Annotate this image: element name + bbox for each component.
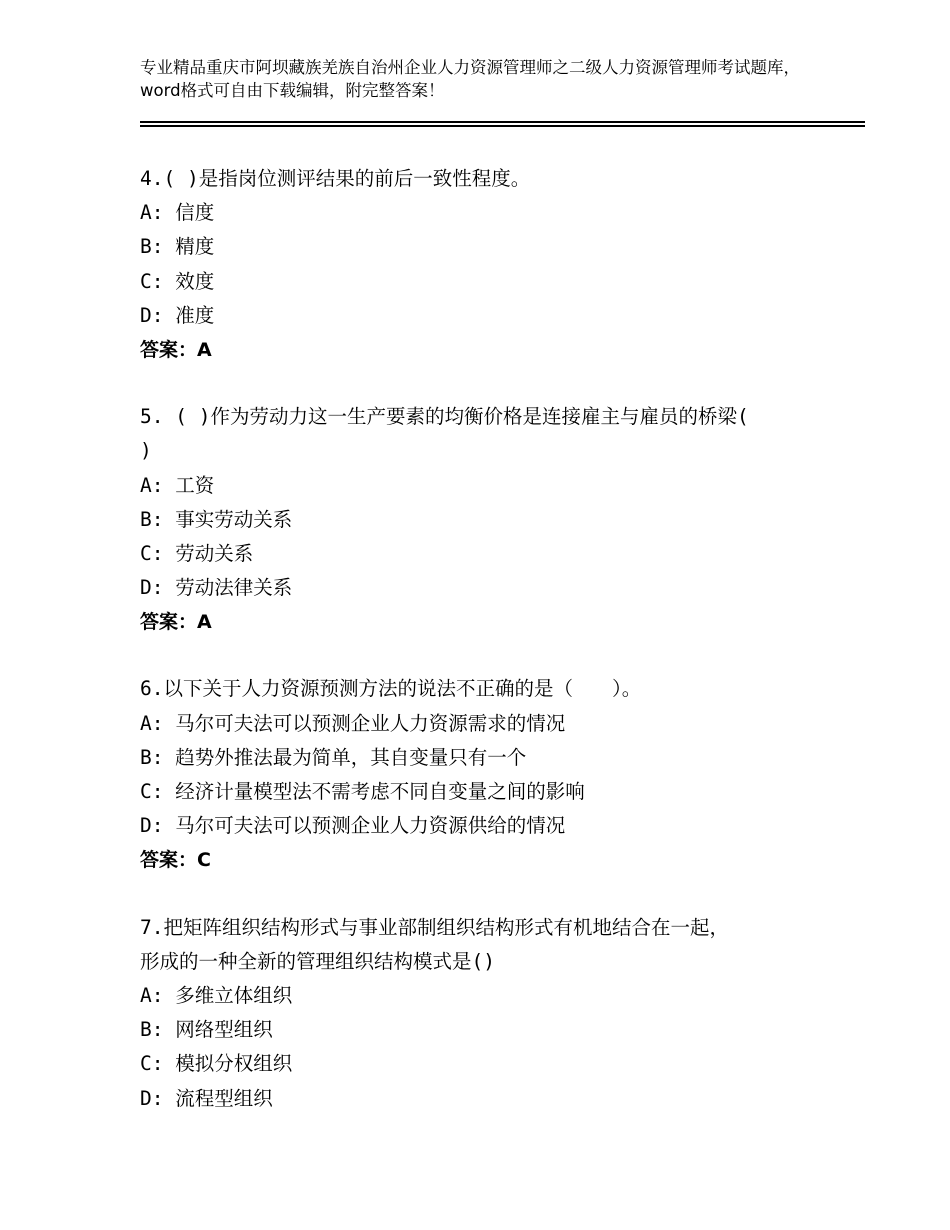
question-stem: 5. ( )作为劳动力这一生产要素的均衡价格是连接雇主与雇员的桥梁( (140, 405, 749, 429)
question-list (140, 162, 840, 1116)
option-a: A: 马尔可夫法可以预测企业人力资源需求的情况 (140, 711, 566, 735)
header-rule-bottom (140, 125, 865, 127)
option-b: B: 网络型组织 (140, 1018, 273, 1042)
question-stem: 6.以下关于人力资源预测方法的说法不正确的是（ ）。 (140, 677, 642, 701)
option-d: D: 流程型组织 (140, 1086, 273, 1110)
option-d: D: 准度 (140, 303, 215, 327)
question-7 (140, 911, 840, 1116)
option-d: D: 劳动法律关系 (140, 576, 293, 600)
question-stem-continued: ) (140, 439, 152, 463)
document-header: 专业精品重庆市阿坝藏族羌族自治州企业人力资源管理师之二级人力资源管理师考试题库，word格式可自由下载编辑，附完整答案！ (140, 58, 800, 100)
option-b: B: 事实劳动关系 (140, 507, 293, 531)
question-4 (140, 162, 840, 367)
question-stem: 7.把矩阵组织结构形式与事业部制组织结构形式有机地结合在一起， (140, 915, 729, 939)
option-a: A: 多维立体组织 (140, 983, 293, 1007)
question-6 (140, 672, 840, 877)
question-5 (140, 400, 840, 639)
option-c: C: 劳动关系 (140, 541, 254, 565)
option-d: D: 马尔可夫法可以预测企业人力资源供给的情况 (140, 814, 566, 838)
question-stem: 4.( )是指岗位测评结果的前后一致性程度。 (140, 167, 531, 190)
option-a: A: 信度 (140, 201, 215, 225)
option-b: B: 精度 (140, 235, 215, 259)
option-c: C: 效度 (140, 269, 215, 293)
header-rule-top (140, 121, 865, 123)
answer-label: 答案：C (140, 849, 211, 872)
answer-label: 答案：A (140, 611, 212, 634)
question-stem-continued: 形成的一种全新的管理组织结构模式是() (140, 949, 495, 973)
option-b: B: 趋势外推法最为简单，其自变量只有一个 (140, 745, 527, 769)
answer-label: 答案：A (140, 338, 212, 361)
option-c: C: 模拟分权组织 (140, 1052, 293, 1076)
option-a: A: 工资 (140, 473, 215, 497)
option-c: C: 经济计量模型法不需考虑不同自变量之间的影响 (140, 780, 585, 803)
